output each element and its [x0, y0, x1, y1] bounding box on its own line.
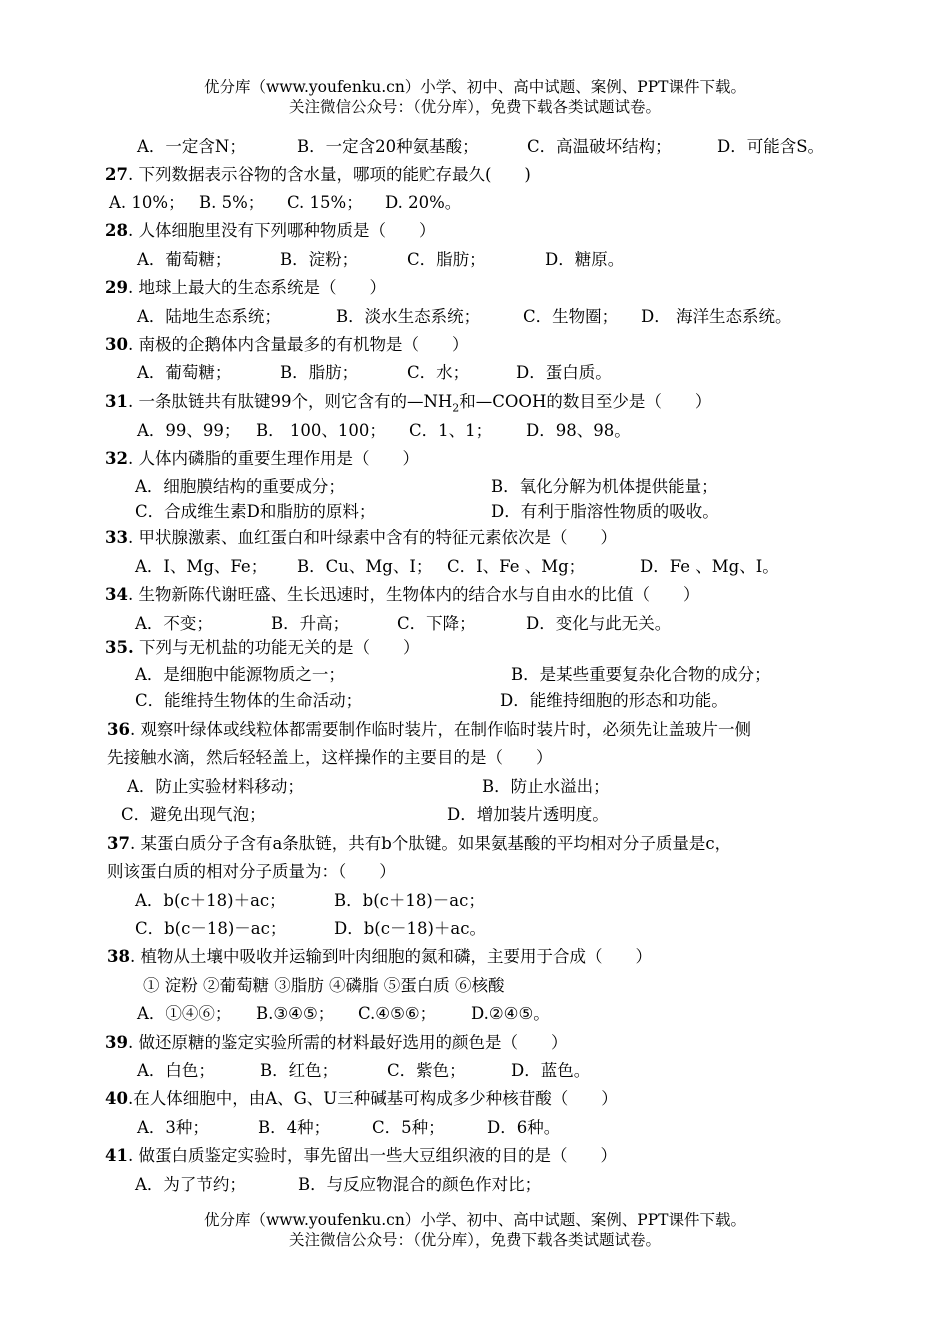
q30-option-d: D．蛋白质。: [516, 363, 612, 382]
q41-text: . 做蛋白质鉴定实验时，事先留出一些大豆组织液的目的是（ ）: [127, 1146, 617, 1165]
q27-stem: [105, 164, 531, 186]
q36-option-c: C．避免出现气泡；: [121, 805, 266, 824]
q34-option-a: A．不变；: [135, 614, 213, 633]
q36-number: 36: [107, 720, 130, 739]
q39-stem: [105, 1032, 567, 1054]
q27-text: . 下列数据表示谷物的含水量，哪项的能贮存最久( ): [127, 165, 531, 184]
q35-option-b: B．是某些重要复杂化合物的成分；: [511, 665, 771, 684]
q38-option-b: B.③④⑤；: [256, 1004, 335, 1023]
q37-text-1: . 某蛋白质分子含有a条肽链，共有b个肽键。如果氨基酸的平均相对分子质量是c，: [129, 834, 732, 853]
q31-option-c: C．1、1；: [409, 421, 493, 440]
q31-option-a: A．99、99；: [137, 421, 241, 440]
q31-text-post: 和—COOH的数目至少是（ ）: [459, 392, 712, 411]
q39-option-b: B．红色；: [260, 1061, 339, 1080]
q32-number: 32: [105, 449, 128, 468]
q34-option-b: B．升高；: [271, 614, 350, 633]
q40-option-b: B．4种；: [258, 1118, 331, 1137]
q32-text: . 人体内磷脂的重要生理作用是（ ）: [127, 449, 419, 468]
q26-option-b: B．一定含20种氨基酸；: [297, 137, 479, 156]
q39-option-c: C．紫色；: [387, 1061, 466, 1080]
q30-option-a: A．葡萄糖；: [137, 363, 232, 382]
q39-option-d: D．蓝色。: [511, 1061, 591, 1080]
q37-stem-line-1: [107, 833, 731, 855]
q31-text-pre: . 一条肽链共有肽键99个，则它含有的—NH: [127, 392, 453, 411]
q38-items: ① 淀粉 ②葡萄糖 ③脂肪 ④磷脂 ⑤蛋白质 ⑥核酸: [143, 976, 505, 995]
q40-option-d: D．6种。: [487, 1118, 561, 1137]
q38-text: . 植物从土壤中吸收并运输到叶肉细胞的氮和磷，主要用于合成（ ）: [129, 947, 652, 966]
q28-option-d: D．糖原。: [545, 250, 625, 269]
q33-stem: [105, 527, 617, 549]
q29-text: . 地球上最大的生态系统是（ ）: [127, 278, 386, 297]
q28-option-b: B．淀粉；: [280, 250, 359, 269]
q37-option-a: A．b(c＋18)＋ac；: [135, 891, 286, 910]
q40-stem: [105, 1088, 618, 1110]
q35-text: 下列与无机盐的功能无关的是（ ）: [133, 638, 420, 657]
q37-stem-line-2: 则该蛋白质的相对分子质量为：（ ）: [107, 862, 396, 881]
q31-stem: [105, 391, 711, 419]
q36-option-a: A．防止实验材料移动；: [127, 777, 304, 796]
q33-option-c: C．I、Fe 、Mg；: [447, 557, 586, 576]
q33-number: 33: [105, 528, 128, 547]
q28-text: . 人体细胞里没有下列哪种物质是（ ）: [127, 221, 436, 240]
q40-option-c: C．5种；: [372, 1118, 445, 1137]
q30-option-c: C．水；: [407, 363, 470, 382]
q36-option-b: B．防止水溢出；: [482, 777, 610, 796]
q38-option-c: C.④⑤⑥；: [358, 1004, 437, 1023]
q32-stem: [105, 448, 419, 470]
q30-option-b: B．脂肪；: [280, 363, 359, 382]
q34-number: 34: [105, 585, 128, 604]
q32-option-b: B．氧化分解为机体提供能量；: [491, 477, 718, 496]
q38-option-d: D.②④⑤。: [471, 1004, 550, 1023]
q27-option-c: C. 15%；: [287, 193, 363, 212]
q36-text-1: . 观察叶绿体或线粒体都需要制作临时装片，在制作临时装片时，必须先让盖玻片一侧: [129, 720, 751, 739]
q34-option-d: D．变化与此无关。: [526, 614, 672, 633]
footer-line-2: 关注微信公众号：（优分库），免费下载各类试题试卷。: [288, 1231, 661, 1249]
q39-text: . 做还原糖的鉴定实验所需的材料最好选用的颜色是（ ）: [127, 1033, 568, 1052]
q41-option-b: B．与反应物混合的颜色作对比；: [298, 1175, 542, 1194]
q32-option-d: D．有利于脂溶性物质的吸收。: [491, 502, 719, 521]
q31-option-d: D．98、98。: [526, 421, 631, 440]
q35-option-a: A．是细胞中能源物质之一；: [135, 665, 345, 684]
q36-option-d: D．增加装片透明度。: [447, 805, 609, 824]
q35-option-c: C．能维持生物体的生命活动；: [135, 691, 363, 710]
q31-subscript: 2: [452, 401, 460, 415]
q31-number: 31: [105, 392, 128, 411]
q34-stem: [105, 584, 699, 606]
header-line-1: 优分库（www.youfenku.cn）小学、初中、高中试题、案例、PPT课件下载。: [203, 78, 747, 96]
q27-option-d: D. 20%。: [385, 193, 462, 212]
q39-option-a: A．白色；: [137, 1061, 215, 1080]
q27-number: 27: [105, 165, 128, 184]
q33-option-a: A．I、Mg、Fe；: [135, 557, 268, 576]
q34-text: . 生物新陈代谢旺盛、生长迅速时，生物体内的结合水与自由水的比值（ ）: [127, 585, 700, 604]
q39-number: 39: [105, 1033, 128, 1052]
q36-stem-line-1: [107, 719, 751, 741]
q40-text: .在人体细胞中，由A、G、U三种碱基可构成多少种核苷酸（ ）: [127, 1089, 618, 1108]
q32-option-a: A．细胞膜结构的重要成分；: [135, 477, 345, 496]
q41-number: 41: [105, 1146, 128, 1165]
header-line-2: 关注微信公众号：（优分库），免费下载各类试题试卷。: [288, 98, 661, 116]
q27-option-b: B. 5%；: [199, 193, 265, 212]
q28-option-a: A．葡萄糖；: [137, 250, 232, 269]
q32-option-c: C．合成维生素D和脂肪的原料；: [135, 502, 376, 521]
q35-number: 35.: [105, 638, 134, 657]
q41-stem: [105, 1145, 617, 1167]
q26-option-c: C．高温破坏结构；: [527, 137, 672, 156]
page-footer: [0, 1210, 950, 1250]
q33-option-d: D．Fe 、Mg、I。: [640, 557, 779, 576]
q40-number: 40: [105, 1089, 128, 1108]
q41-option-a: A．为了节约；: [135, 1175, 246, 1194]
q28-option-c: C．脂肪；: [407, 250, 486, 269]
q29-option-a: A．陆地生态系统；: [137, 307, 281, 326]
q29-option-b: B．淡水生态系统；: [336, 307, 481, 326]
q29-option-d: D． 海洋生态系统。: [641, 307, 792, 326]
q31-option-b: B． 100、100；: [256, 421, 386, 440]
q30-text: . 南极的企鹅体内含量最多的有机物是（ ）: [127, 335, 469, 354]
q29-number: 29: [105, 278, 128, 297]
q29-stem: [105, 277, 386, 299]
q38-stem: [107, 946, 652, 968]
q37-option-d: D．b(c－18)＋ac。: [334, 919, 486, 938]
q37-option-b: B．b(c＋18)－ac；: [334, 891, 485, 910]
q35-option-d: D．能维持细胞的形态和功能。: [500, 691, 728, 710]
page-header: [0, 77, 950, 117]
q26-option-d: D．可能含S。: [717, 137, 825, 156]
q28-number: 28: [105, 221, 128, 240]
footer-line-1: 优分库（www.youfenku.cn）小学、初中、高中试题、案例、PPT课件下载。: [203, 1211, 747, 1229]
q37-number: 37: [107, 834, 130, 853]
q36-stem-line-2: 先接触水滴，然后轻轻盖上，这样操作的主要目的是（ ）: [107, 748, 553, 767]
q38-option-a: A．①④⑥；: [137, 1004, 232, 1023]
q33-text: . 甲状腺激素、血红蛋白和叶绿素中含有的特征元素依次是（ ）: [127, 528, 617, 547]
q30-number: 30: [105, 335, 128, 354]
q28-stem: [105, 220, 435, 242]
q37-option-c: C．b(c－18)－ac；: [135, 919, 287, 938]
q29-option-c: C．生物圈；: [523, 307, 619, 326]
q35-stem: [105, 637, 419, 659]
q38-number: 38: [107, 947, 130, 966]
q27-option-a: A. 10%；: [109, 193, 185, 212]
q26-option-a: A．一定含N；: [137, 137, 246, 156]
q33-option-b: B．Cu、Mg、I；: [297, 557, 433, 576]
q30-stem: [105, 334, 468, 356]
q40-option-a: A．3种；: [137, 1118, 209, 1137]
q34-option-c: C．下降；: [397, 614, 476, 633]
